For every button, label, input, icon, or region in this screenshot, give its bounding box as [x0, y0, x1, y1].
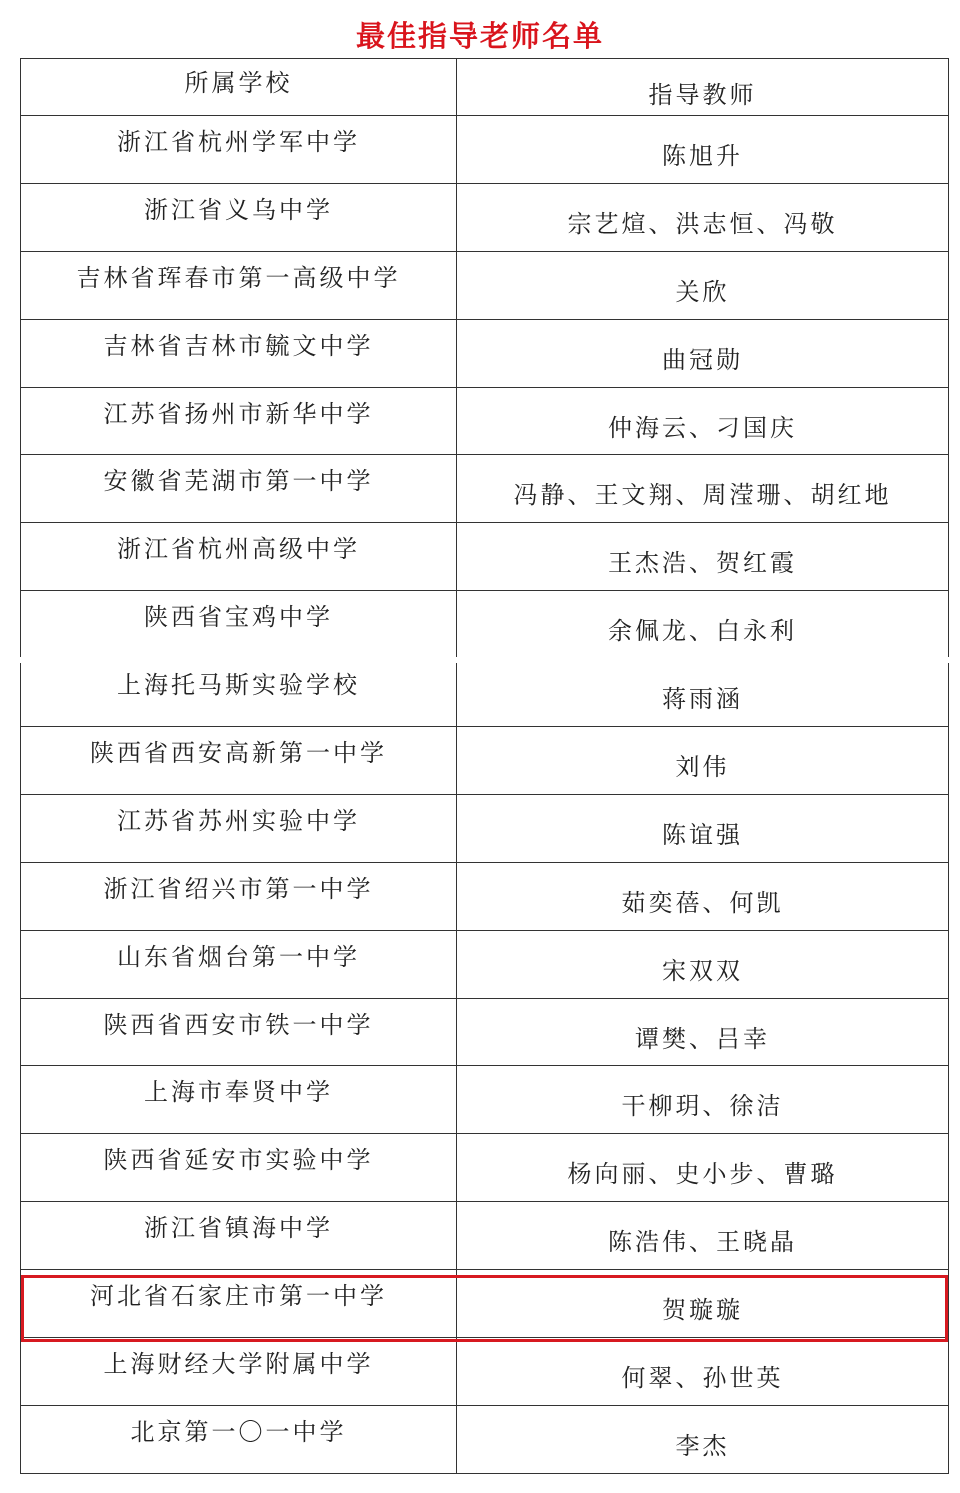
school-cell: 浙江省义乌中学: [21, 183, 457, 251]
table-row: [21, 1202, 949, 1270]
school-cell: 浙江省杭州学军中学: [21, 116, 457, 184]
teacher-cell: 陈谊强: [457, 794, 949, 862]
page-title: 最佳指导老师名单: [355, 19, 604, 53]
teacher-cell: 李杰: [457, 1405, 949, 1473]
school-cell: 浙江省绍兴市第一中学: [21, 862, 457, 930]
table-header-row: [21, 59, 949, 116]
table-body: [21, 116, 949, 1474]
table-row: [21, 659, 949, 727]
table-row: [21, 1270, 949, 1338]
school-cell: 浙江省镇海中学: [21, 1202, 457, 1270]
school-cell: 陕西省西安高新第一中学: [21, 727, 457, 795]
school-cell: 上海财经大学附属中学: [21, 1338, 457, 1406]
school-cell: 江苏省苏州实验中学: [21, 794, 457, 862]
school-cell: 江苏省扬州市新华中学: [21, 387, 457, 455]
school-cell: 浙江省杭州高级中学: [21, 523, 457, 591]
column-header-school: 所属学校: [21, 59, 457, 116]
table-row: [21, 727, 949, 795]
teacher-roster-table: [20, 58, 949, 1474]
teacher-cell: 关欣: [457, 251, 949, 319]
table-row: [21, 998, 949, 1066]
school-cell: 吉林省吉林市毓文中学: [21, 319, 457, 387]
image-seam: [0, 657, 960, 663]
teacher-cell: 冯静、王文翔、周滢珊、胡红地: [457, 455, 949, 523]
school-cell: 安徽省芜湖市第一中学: [21, 455, 457, 523]
teacher-cell: 何翠、孙世英: [457, 1338, 949, 1406]
teacher-cell: 刘伟: [457, 727, 949, 795]
table-row: [21, 1405, 949, 1473]
school-cell: 吉林省珲春市第一高级中学: [21, 251, 457, 319]
teacher-cell: 陈浩伟、王晓晶: [457, 1202, 949, 1270]
table-row: [21, 183, 949, 251]
teacher-cell: 余佩龙、白永利: [457, 591, 949, 659]
table-row: [21, 1066, 949, 1134]
school-cell: 山东省烟台第一中学: [21, 930, 457, 998]
teacher-cell: 茹奕蓓、何凯: [457, 862, 949, 930]
teacher-cell: 宗艺煊、洪志恒、冯敬: [457, 183, 949, 251]
table-row: [21, 116, 949, 184]
teacher-cell: 宋双双: [457, 930, 949, 998]
school-cell: 河北省石家庄市第一中学: [21, 1270, 457, 1338]
table-row: [21, 319, 949, 387]
school-cell: 上海市奉贤中学: [21, 1066, 457, 1134]
table-row: [21, 591, 949, 659]
table-row: [21, 387, 949, 455]
table-row: [21, 1134, 949, 1202]
school-cell: 上海托马斯实验学校: [21, 659, 457, 727]
table-row: [21, 862, 949, 930]
school-cell: 陕西省西安市铁一中学: [21, 998, 457, 1066]
table-row: [21, 930, 949, 998]
teacher-cell: 蒋雨涵: [457, 659, 949, 727]
school-cell: 北京第一〇一中学: [21, 1405, 457, 1473]
teacher-cell: 仲海云、刁国庆: [457, 387, 949, 455]
teacher-cell: 杨向丽、史小步、曹璐: [457, 1134, 949, 1202]
table-row: [21, 523, 949, 591]
table-row: [21, 1338, 949, 1406]
teacher-cell: 曲冠勋: [457, 319, 949, 387]
teacher-cell: 贺璇璇: [457, 1270, 949, 1338]
teacher-cell: 陈旭升: [457, 116, 949, 184]
table-row: [21, 794, 949, 862]
column-header-teacher: 指导教师: [457, 59, 949, 116]
teacher-cell: 王杰浩、贺红霞: [457, 523, 949, 591]
teacher-cell: 干柳玥、徐洁: [457, 1066, 949, 1134]
school-cell: 陕西省延安市实验中学: [21, 1134, 457, 1202]
school-cell: 陕西省宝鸡中学: [21, 591, 457, 659]
table-row: [21, 251, 949, 319]
teacher-cell: 谭樊、吕幸: [457, 998, 949, 1066]
table-row: [21, 455, 949, 523]
